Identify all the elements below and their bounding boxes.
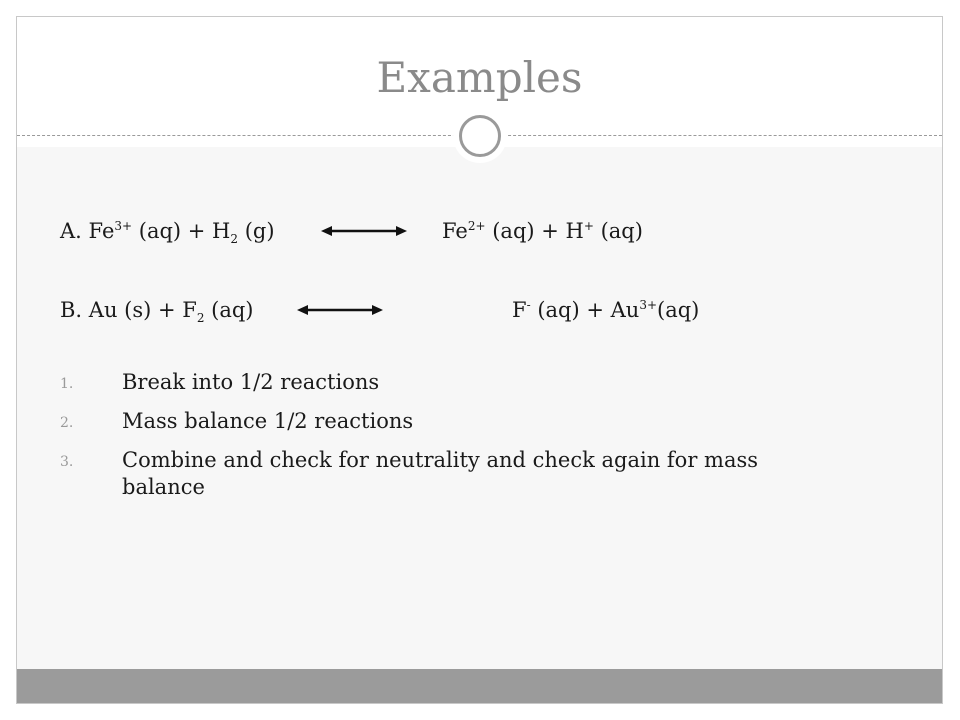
list-item (60, 447, 840, 501)
double-arrow-icon (321, 223, 407, 239)
double-arrow-icon (297, 302, 383, 318)
list-item (60, 369, 840, 396)
equation-a-right: $Fe^{2+}$ (aq) + H+ (aq) (442, 219, 643, 243)
step-number: 1. (60, 376, 74, 392)
circle-ornament-icon (453, 109, 507, 163)
step-text: Mass balance 1/2 reactions (122, 409, 414, 433)
step-number: 3. (60, 454, 74, 470)
footer-bar (17, 669, 942, 703)
equation-a-left: A. $Fe^{3+}$ $(aq) + H_2$ (g) (60, 219, 275, 247)
step-number: 2. (60, 415, 74, 431)
slide (16, 16, 943, 704)
list-item (60, 408, 840, 435)
equation-b-right: F- $(aq) + Au^{3+}(aq)$ (512, 298, 700, 322)
steps-list (60, 369, 840, 513)
step-text: Combine and check for neutrality and check again for mass balance (122, 448, 759, 499)
step-text: Break into 1/2 reactions (122, 370, 380, 394)
equation-b-left: B. Au $(s) + F_2$ (aq) (60, 298, 254, 326)
slide-title: Examples (376, 53, 583, 102)
